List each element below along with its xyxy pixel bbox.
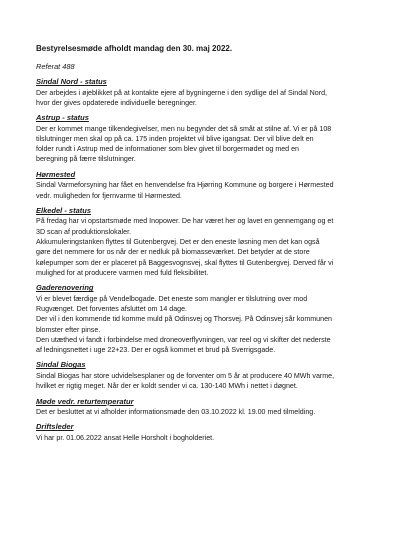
section-sindal-nord bbox=[36, 77, 376, 108]
section-heading: Sindal Biogas bbox=[36, 360, 86, 370]
section-body: Sindal Biogas har store udvidelsesplaner og de forventer om 5 år at producere 40 MWh varme, hvilket er rigtig meget. Når der er koldt sender vi ca. 130-140 MWh i nettet i døgnet. bbox=[36, 371, 335, 391]
section-body: Sindal Varmeforsyning har fået en henvendelse fra Hjørring Kommune og borgere i Hørmested vedr. muligheden for fjernvarme til Hørmested. bbox=[36, 181, 334, 200]
section-heading: Gaderenovering bbox=[36, 283, 94, 293]
section-astrup bbox=[36, 113, 376, 165]
section-hormested bbox=[36, 170, 376, 201]
section-driftsleder bbox=[36, 422, 376, 443]
section-body: Vi er blevet færdige på Vendelbogade. Det eneste som mangler er tilslutning over mod Rugvænget. Det forventes afsluttet om 14 dage. Der vil i den kommende tid komme muld på Odinsvej og Thorsvej. På Odinsvej sår kommunen blomster efter pinse. Den utæthed vi fandt i forbindelse med droneoverflyvningen, var reel og vi skifter det nederste af ledningsnettet i uge 22+23. Der er også kommet et brud på Sverrigsgade. bbox=[36, 294, 332, 355]
section-heading: Sindal Nord - status bbox=[36, 77, 107, 86]
section-body: Der arbejdes i øjeblikket på at kontakte ejere af bygningerne i den sydlige del af Sindal Nord, hvor der gives opdaterede individuelle beregninger. bbox=[36, 88, 328, 107]
document-subtitle: Referat 488 bbox=[36, 62, 75, 71]
section-elkedel bbox=[36, 206, 376, 278]
section-heading: Hørmested bbox=[36, 169, 76, 179]
document-content bbox=[36, 43, 376, 448]
section-returtemperatur bbox=[36, 397, 376, 418]
section-gaderenovering bbox=[36, 283, 376, 355]
section-body: På fredag har vi opstartsmøde med Inopower. De har været her og lavet en gennemgang og et 3D scan af produktionslokaler. Akkumuleringstanken flyttes til Gutenbergvej. Det er den eneste løsning men det kan også gøre det nemmere for os når der er nedluk på biomasseværket. Det betyder at de store kølepumper som der er placeret på Baggesvognsvej, skal flyttes til Gutenbergvej. Derved får vi mulighed for at producere varmen med fuld fleksibilitet. bbox=[36, 217, 334, 277]
section-heading: Møde vedr. returtemperatur bbox=[36, 396, 134, 406]
section-heading: Astrup - status bbox=[36, 113, 89, 123]
section-heading: Elkedel - status bbox=[36, 205, 92, 215]
section-sindal-biogas bbox=[36, 360, 376, 391]
section-body: Vi har pr. 01.06.2022 ansat Helle Horsholt i bogholderiet. bbox=[36, 433, 215, 442]
section-body: Der er kommet mange tilkendegivelser, men nu begynder det så småt at stilne af. Vi er på 108 tilslutninger men skal op på ca. 175 inden projektet vil blive igangsat. Der vil blive delt en folder rundt i Astrup med de informationer som blev givet til borgermødet og med en beregning på færre tilslutninger. bbox=[36, 124, 332, 164]
section-heading: Driftsleder bbox=[36, 422, 74, 432]
document-title: Bestyrelsesmøde afholdt mandag den 30. maj 2022. bbox=[36, 44, 233, 53]
section-body: Det er besluttet at vi afholder informationsmøde den 03.10.2022 kl. 19.00 med tilmelding. bbox=[36, 408, 316, 417]
